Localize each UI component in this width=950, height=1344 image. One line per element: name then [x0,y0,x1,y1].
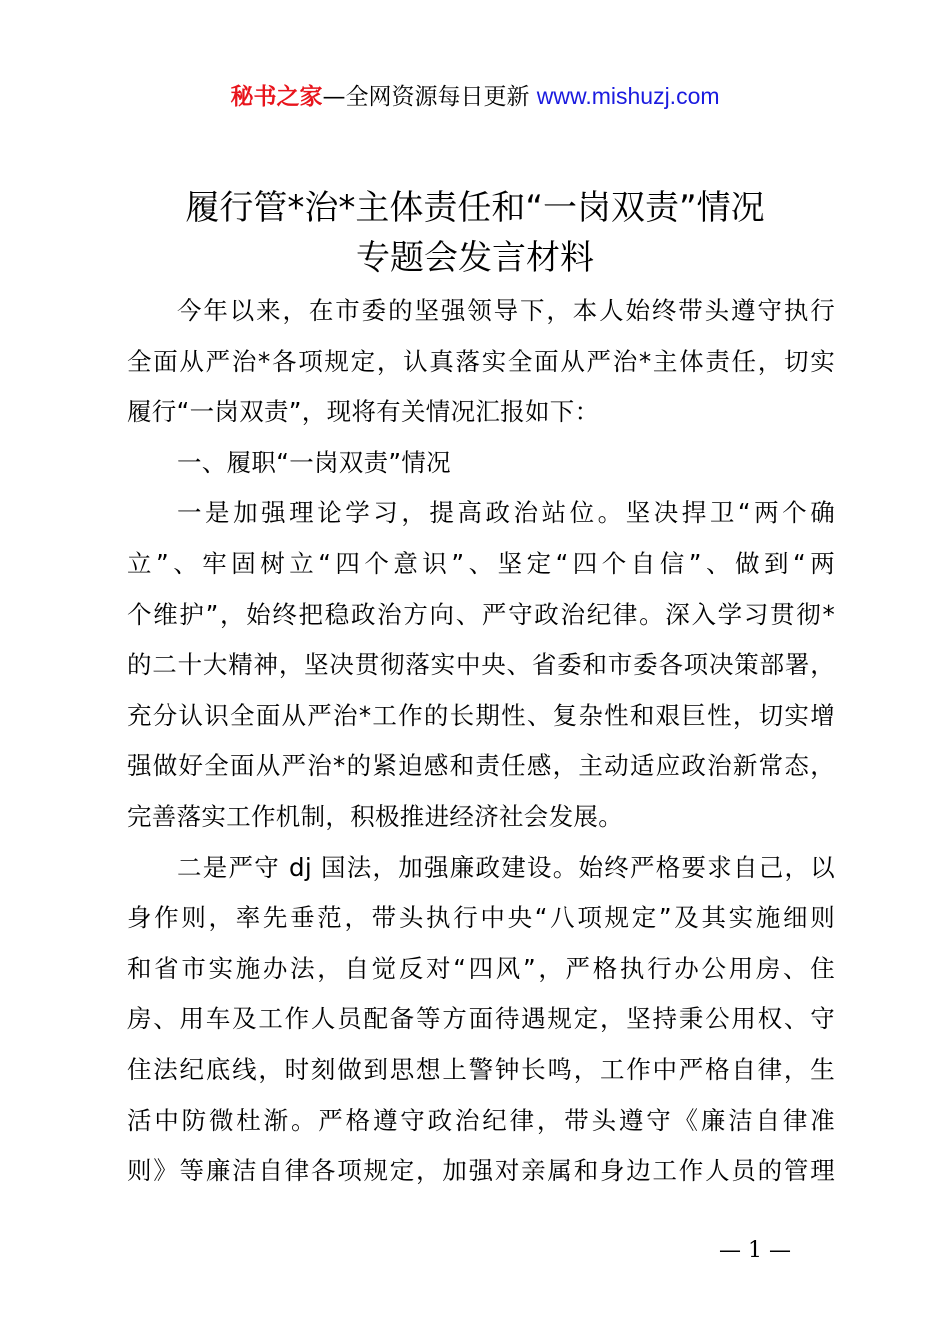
body-line-5: 一是加强理论学习，提高政治站位。坚决捍卫“两个确 [177,498,835,528]
body-line-10: 强做好全面从严治*的紧迫感和责任感，主动适应政治新常态， [127,751,835,781]
body-line-15: 房、用车及工作人员配备等方面待遇规定，坚持秉公用权、守 [127,1004,835,1034]
body-line-16: 住法纪底线，时刻做到思想上警钟长鸣，工作中严格自律，生 [127,1054,835,1084]
header-tagline: —全网资源每日更新 [322,84,537,110]
document-title-line-2: 专题会发言材料 [356,238,594,278]
body-line-9: 充分认识全面从严治*工作的长期性、复杂性和艰巨性，切实增 [127,700,835,730]
body-line-18: 则》等廉洁自律各项规定，加强对亲属和身边工作人员的管理 [127,1156,835,1186]
body-line-12: 二是严守 dj 国法，加强廉政建设。始终严格要求自己，以 [177,852,835,882]
body-line-6: 立”、牢固树立“四个意识”、坚定“四个自信”、做到“两 [127,548,835,578]
body-line-13: 身作则，率先垂范，带头执行中央“八项规定”及其实施细则 [127,903,835,933]
body-line-17: 活中防微杜渐。严格遵守政治纪律，带头遵守《廉洁自律准 [127,1105,835,1135]
body-line-11: 完善落实工作机制，积极推进经济社会发展。 [127,801,623,831]
site-header [0,80,950,113]
body-line-2: 全面从严治*各项规定，认真落实全面从严治*主体责任，切实 [127,346,835,376]
section-heading: 一、履职“一岗双责”情况 [177,447,451,477]
site-url[interactable]: www.mishuzj.com [536,83,720,109]
document-body [127,286,835,1197]
body-line-8: 的二十大精神，坚决贯彻落实中央、省委和市委各项决策部署， [127,650,835,680]
page-number: — 1 — [719,1238,791,1263]
body-line-1: 今年以来，在市委的坚强领导下，本人始终带头遵守执行 [177,296,835,325]
body-line-3: 履行“一岗双责”，现将有关情况汇报如下： [127,397,600,427]
document-title-line-1: 履行管*治*主体责任和“一岗双责”情况 [185,188,765,228]
brand-name: 秘书之家 [230,84,323,110]
body-line-7: 个维护”，始终把稳政治方向、严守政治纪律。深入学习贯彻* [127,599,835,629]
body-line-14: 和省市实施办法，自觉反对“四风”，严格执行办公用房、住 [127,953,835,983]
